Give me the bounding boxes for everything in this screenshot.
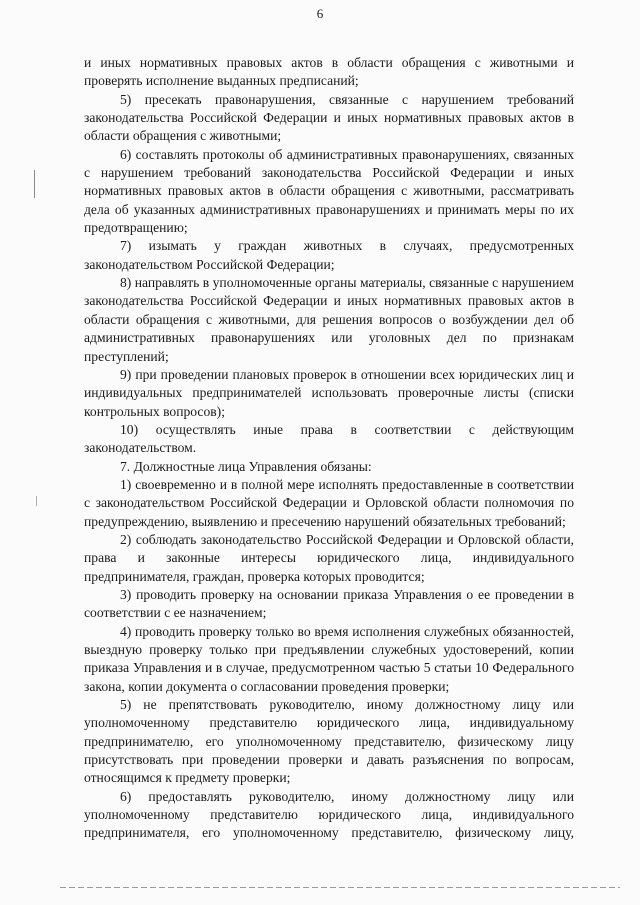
paragraph-duty-1: 1) своевременно и в полной мере исполнять предоставленные в соответствии с законодательством Российской Федерации и Орловской области полномочия по предупреждению, выявлению и пресечению нарушений обязательных требований; — [84, 476, 574, 529]
paragraph-item-10: 10) осуществлять иные права в соответствии с действующим законодательством. — [84, 421, 574, 456]
paragraph-duty-6: 6) предоставлять руководителю, иному должностному лицу или уполномоченному представителю юридического лица, индивидуального предпринимателя, его уполномоченному представителю, физическому лицу, — [84, 788, 574, 841]
document-body — [84, 54, 574, 843]
paragraph-item-8: 8) направлять в уполномоченные органы материалы, связанные с нарушением законодательства Российской Федерации и иных нормативных правовых актов в области обращения с животными, для решения вопросов о возбуждении дел об административных правонарушениях или уголовных дел по признакам преступлений; — [84, 275, 574, 364]
paragraph-duty-3: 3) проводить проверку на основании приказа Управления о ее проведении в соответствии с ее назначением; — [84, 586, 574, 621]
scan-artifact-mark — [36, 496, 37, 506]
paragraph-item-6: 6) составлять протоколы об административных правонарушениях, связанных с нарушением требований законодательства Российской Федерации и иных нормативных правовых актов в области обращения с животными, рассматривать дела об указанных административных правонарушениях и принимать меры по их предотвращению; — [84, 146, 574, 236]
section-heading-7: 7. Должностные лица Управления обязаны: — [120, 458, 372, 474]
paragraph-duty-5: 5) не препятствовать руководителю, иному должностному лицу или уполномоченному представителю юридического лица, индивидуальному предпринимателю, его уполномоченному представителю, физическому лицу присутствовать при проведении проверки и давать разъяснения по вопросам, относящимся к предмету проверки; — [84, 697, 574, 786]
paragraph-duty-2: 2) соблюдать законодательство Российской Федерации и Орловской области, права и законные интересы юридического лица, индивидуального предпринимателя, граждан, проверка которых проводится; — [84, 531, 574, 584]
bottom-scan-line — [60, 887, 620, 888]
paragraph-continuation: и иных нормативных правовых актов в области обращения с животными и проверять исполнение выданных предписаний; — [84, 55, 574, 89]
paragraph-item-5: 5) пресекать правонарушения, связанные с нарушением требований законодательства Российской Федерации и иных нормативных правовых актов в области обращения с животными; — [84, 91, 574, 144]
paragraph-duty-4: 4) проводить проверку только во время исполнения служебных обязанностей, выездную проверку только при предъявлении служебных удостоверений, копии приказа Управления и в случае, предусмотренном частью 5 статьи 10 Федерального закона, копии документа о согласовании проведения проверки; — [84, 623, 574, 694]
scan-artifact-mark — [34, 170, 35, 198]
paragraph-item-9: 9) при проведении плановых проверок в отношении всех юридических лиц и индивидуальных предпринимателей использовать проверочные листы (списки контрольных вопросов); — [84, 366, 574, 419]
page-number: 6 — [316, 6, 324, 21]
paragraph-item-7: 7) изымать у граждан животных в случаях, предусмотренных законодательством Российской Федерации; — [84, 238, 574, 272]
